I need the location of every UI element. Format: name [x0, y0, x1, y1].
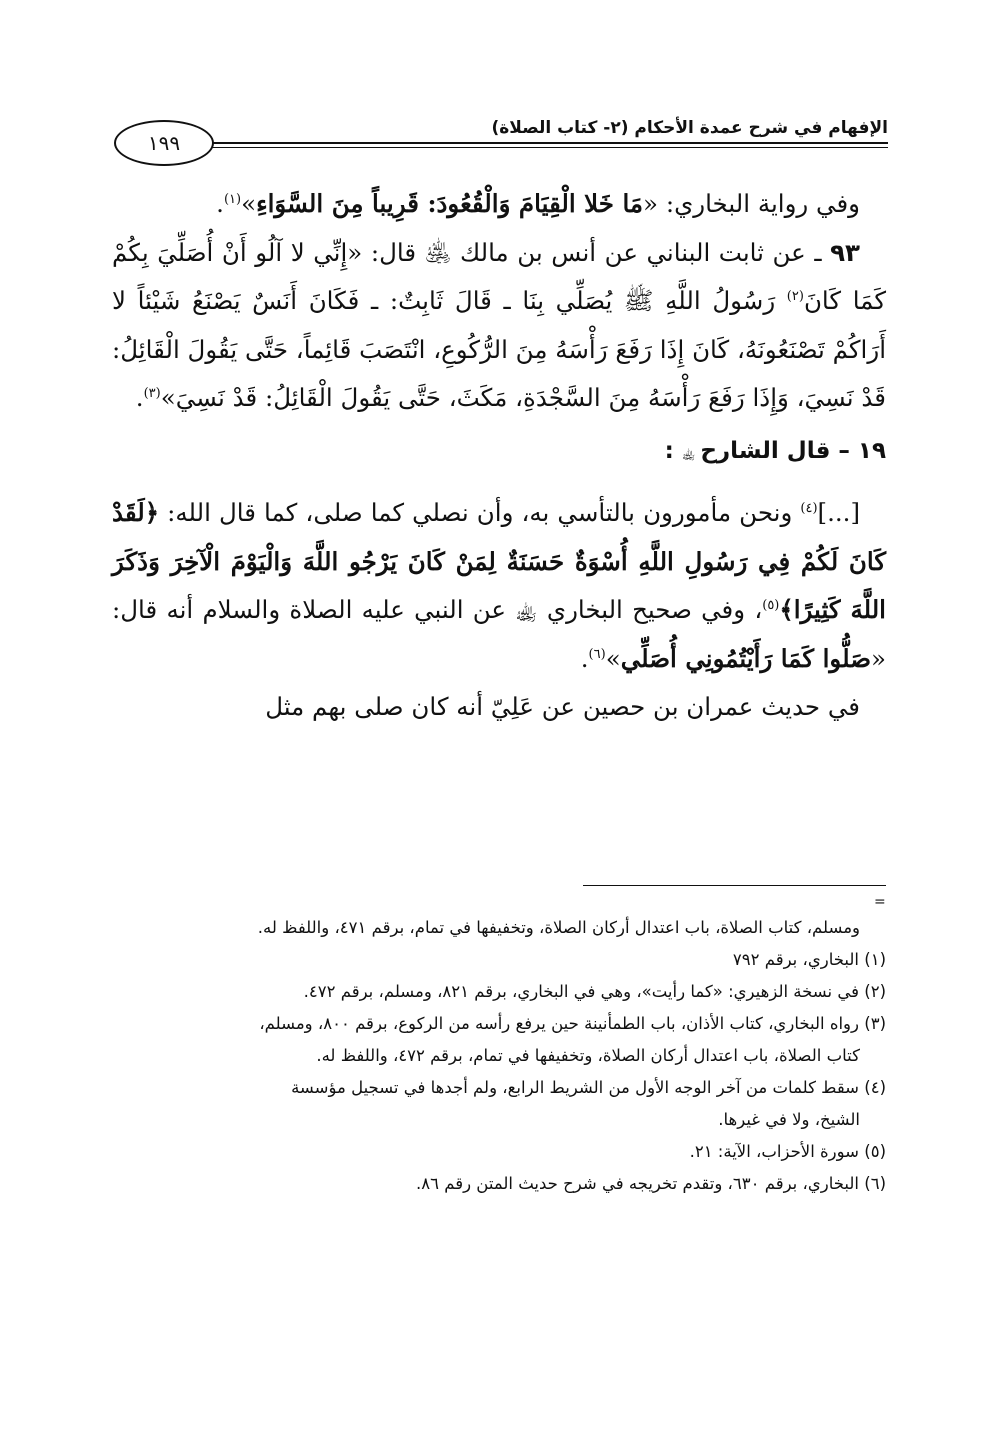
heading-number: ١٩ [857, 437, 886, 464]
running-title: الإفهام في شرح عمدة الأحكام (٢- كتاب الصلاة) [491, 118, 888, 138]
paragraph-continuation: في حديث عمران بن حصين عن عَلِيّ أنه كان صلى بهم مثل [265, 692, 860, 721]
continuation-mark: = [874, 894, 886, 910]
quran-verse: ﴿لَقَدْ كَانَ لَكُمْ فِي رَسُولِ اللَّهِ أُسْوَةٌ حَسَنَةٌ لِمَنْ كَانَ يَرْجُو اللَّهَ وَالْيَوْمَ الْآخِرَ وَذَكَرَ اللَّهَ كَثِيرًا﴾ [112, 498, 886, 624]
footnote-ref: (٤) [800, 500, 818, 516]
footnote-5: (٥) سورة الأحزاب، الآية: ٢١. [689, 1142, 886, 1161]
text-span: ـ عن ثابت البناني عن أنس بن مالك ﵁ قال: «إِنِّي لا آلُو أَنْ أُصَلِّيَ بِكُمْ كَمَا كَانَ [112, 237, 886, 315]
hadith-quote: صَلُّوا كَمَا رَأَيْتُمُونِي أُصَلِّي [620, 643, 871, 673]
footnote-ref: (٢) [786, 288, 804, 304]
footnote-4: (٤) سقط كلمات من آخر الوجه الأول من الشريط الرابع، ولم أجدها في تسجيل مؤسسة [291, 1078, 886, 1097]
hadith-quote: مَا خَلا الْقِيَامَ وَالْقُعُودَ: قَرِيباً مِنَ السَّوَاءِ [256, 189, 644, 218]
footnote-ref: (٦) [588, 646, 606, 662]
paragraph-riwaya: وفي رواية البخاري: «مَا خَلا الْقِيَامَ وَالْقُعُودَ: قَرِيباً مِنَ السَّوَاءِ»$^{(١)}$. [216, 189, 860, 218]
page-number: ١٩٩ [114, 120, 214, 166]
footnote-ref: (٥) [762, 597, 780, 613]
page-header [108, 108, 888, 158]
header-rule [198, 142, 888, 144]
hadith-93: ٩٣ ـ عن ثابت البناني عن أنس بن مالك ﵁ قال: «إِنِّي لا آلُو أَنْ أُصَلِّيَ بِكُمْ كَمَا كَانَ$^{(٢)}$ رَسُولُ اللَّهِ ﷺ يُصَلِّي بِنَا ـ قَالَ ثَابِتٌ: ـ فَكَانَ أَنَسٌ يَصْنَعُ شَيْئاً لا أَرَاكُمْ تَصْنَعُونَهُ، كَانَ إِذَا رَفَعَ رَأْسَهُ مِنَ الرُّكُوعِ، انْتَصَبَ قَائِماً، حَتَّى يَقُولَ الْقَائِلُ: قَدْ نَسِيَ، وَإِذَا رَفَعَ رَأْسَهُ مِنَ السَّجْدَةِ، مَكَثَ، حَتَّى يَقُولَ الْقَائِلُ: قَدْ نَسِيَ»$^{(٣)}$. [112, 237, 886, 412]
footnote-ref: (٣) [143, 385, 161, 401]
hadith-number: ٩٣ [830, 237, 860, 267]
footnotes [112, 885, 886, 1201]
footnote-6: (٦) البخاري، برقم ٦٣٠، وتقدم تخريجه في شرح حديث المتن رقم ٨٦. [415, 1174, 886, 1193]
paragraph-commentary [112, 489, 886, 683]
header-rule-thin [198, 147, 888, 148]
main-text [112, 180, 886, 732]
text-span: » [241, 189, 257, 218]
text-span: وفي رواية البخاري: « [643, 189, 860, 218]
text-span: رَسُولُ اللَّهِ ﷺ يُصَلِّي بِنَا ـ قَالَ ثَابِتٌ: ـ فَكَانَ أَنَسٌ يَصْنَعُ شَيْئاً لا أَرَاكُمْ تَصْنَعُونَهُ، كَانَ إِذَا رَفَعَ رَأْسَهُ مِنَ الرُّكُوعِ، انْتَصَبَ قَائِماً، حَتَّى يَقُولَ الْقَائِلُ: قَدْ نَسِيَ، وَإِذَا رَفَعَ رَأْسَهُ مِنَ السَّجْدَةِ، مَكَثَ، حَتَّى يَقُولَ الْقَائِلُ: قَدْ نَسِيَ» [112, 286, 886, 412]
footnote-2: (٢) في نسخة الزهيري: «كما رأيت»، وهي في البخاري، برقم ٨٢١، ومسلم، برقم ٤٧٢. [303, 982, 886, 1001]
text-span: » [605, 643, 621, 673]
text-span: ونحن مأمورون بالتأسي به، وأن نصلي كما صلى، كما قال الله: [159, 498, 801, 527]
text-span: [...] [817, 498, 860, 527]
text-span: ، وفي صحيح البخاري ﵀ عن النبي عليه الصلاة والسلام أنه قال: « [112, 595, 886, 673]
footnote-1: (١) البخاري، برقم ٧٩٢ [732, 950, 886, 969]
section-heading [112, 427, 886, 478]
honorific: ﵀ [681, 443, 701, 462]
text-span: . [580, 643, 589, 673]
footnote-4-cont: الشيخ، ولا في غيرها. [718, 1110, 860, 1129]
heading-text: – قال الشارح [700, 437, 858, 464]
footnote-3: (٣) رواه البخاري، كتاب الأذان، باب الطمأنينة حين يرفع رأسه من الركوع، برقم ٨٠٠، ومسلم، [259, 1014, 886, 1033]
footnote-ref: (١) [223, 191, 242, 207]
footnote-3-cont: كتاب الصلاة، باب اعتدال أركان الصلاة، وتخفيفها في تمام، برقم ٤٧٢، واللفظ له. [316, 1046, 860, 1065]
footnote-continuation: ومسلم، كتاب الصلاة، باب اعتدال أركان الصلاة، وتخفيفها في تمام، برقم ٤٧١، واللفظ له. [257, 918, 860, 937]
text-span: : [664, 437, 682, 464]
